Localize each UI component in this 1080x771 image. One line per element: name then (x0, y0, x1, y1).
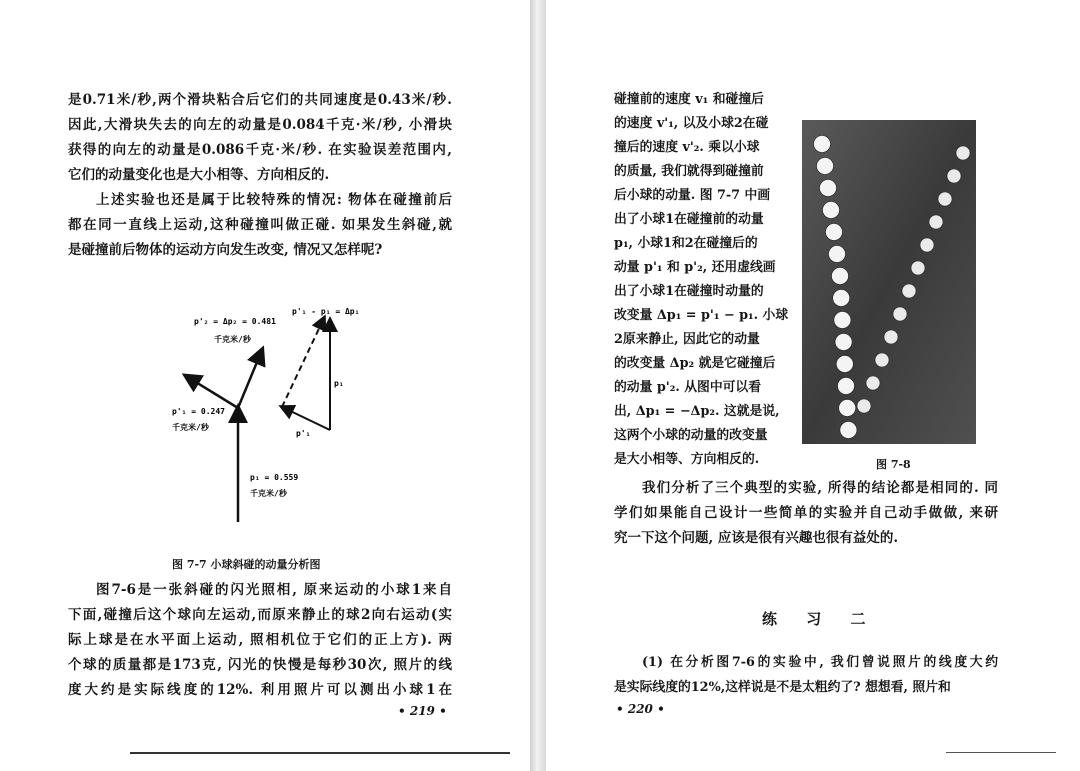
right-page (546, 0, 1080, 771)
text-line: 是碰撞前后物体的运动方向发生改变, 情况又怎样呢? (68, 242, 383, 258)
left-second-paragraph (68, 188, 452, 263)
text-line: 碰撞前的速度 v₁ 和碰撞后 (614, 92, 764, 107)
ball-2-exposure (929, 215, 943, 229)
flash-photo-image (802, 120, 976, 444)
page-bottom-rule-right (946, 752, 1056, 753)
text-line: 学们如果能自己设计一些简单的实验并自己动手做做, 来研 (614, 505, 998, 521)
right-wrap-paragraph (614, 88, 790, 472)
p2-prime-vector (238, 350, 262, 408)
ball-2-exposure (911, 261, 925, 275)
text-line: 都在同一直线上运动,这种碰撞叫做正碰. 如果发生斜碰,就 (68, 217, 452, 233)
text-line: 的质量, 我们就得到碰撞前 (614, 164, 764, 179)
right-conclusion-paragraph (614, 476, 998, 551)
label-p2-prime: p'₂ = Δp₂ = 0.481 (194, 317, 276, 326)
page-number-right: • 220 • (616, 702, 665, 716)
delta-p1-dashed-vector (282, 318, 324, 407)
ball-1-exposure (839, 400, 856, 417)
text-line: (1) 在分析图7-6的实验中, 我们曾说照片的线度大约 (642, 655, 998, 670)
text-line: 的动量 p'₂. 从图中可以看 (614, 380, 762, 395)
label-p1-side: p₁ (334, 379, 344, 388)
text-line: 的改变量 Δp₂ 就是它碰撞后 (614, 356, 776, 371)
text-line: 际上球是在水平面上运动, 照相机位于它们的正上方). 两 (68, 632, 452, 648)
ball-1-exposure (826, 224, 843, 241)
ball-1-exposure (829, 246, 846, 263)
ball-2-exposure (902, 284, 916, 298)
ball-1-exposure (835, 334, 852, 351)
exercise-heading: 练 习 二 (762, 610, 878, 628)
ball-2-exposure (956, 146, 970, 160)
label-p1-prime-small: p'₁ (296, 429, 311, 438)
ball-1-exposure (832, 268, 849, 285)
label-p1-prime-value: p'₁ = 0.247 (172, 407, 225, 416)
ball-1-exposure (823, 202, 840, 219)
p1-prime-vector (186, 376, 238, 408)
left-bottom-paragraph (68, 578, 452, 703)
ball-1-exposure (838, 378, 855, 395)
p1-prime-side-vector (282, 407, 330, 430)
page-bottom-rule (130, 752, 510, 754)
text-line: 的速度 v'₁, 以及小球2在碰 (614, 116, 769, 131)
text-line: 2原来静止, 因此它的动量 (614, 332, 760, 347)
text-line: 因此,大滑块失去的向左的动量是0.084千克·米/秒, 小滑块 (68, 117, 452, 133)
ball-2-exposure (947, 169, 961, 183)
text-line: 是大小相等、方向相反的. (614, 452, 760, 467)
text-line: 我们分析了三个典型的实验, 所得的结论都是相同的. 同 (642, 480, 998, 496)
ball-1-exposure (817, 158, 834, 175)
ball-1-exposure (840, 422, 857, 439)
text-line: 图7-6是一张斜碰的闪光照相, 原来运动的小球1来自 (96, 582, 452, 598)
text-line: 度大约是实际线度的12%. 利用照片可以测出小球1在 (68, 682, 452, 698)
label-p1-value: p₁ = 0.559 (250, 473, 299, 482)
ball-2-exposure (866, 376, 880, 390)
ball-1-exposure (833, 290, 850, 307)
ball-2-exposure (884, 330, 898, 344)
text-line: 动量 p'₁ 和 p'₂, 还用虚线画 (614, 260, 776, 275)
book-gutter (530, 0, 546, 771)
text-line: 究一下这个问题, 应该是很有兴趣也很有益处的. (614, 530, 899, 546)
label-p1-prime-unit: 千克米/秒 (172, 423, 209, 432)
text-line: 是0.71米/秒,两个滑块粘合后它们的共同速度是0.43米/秒. (68, 92, 452, 108)
text-line: 获得的向左的动量是0.086千克·米/秒. 在实验误差范围内, (68, 142, 452, 158)
ball-1-exposure (836, 356, 853, 373)
ball-2-exposure (938, 192, 952, 206)
text-line: 这两个小球的动量的改变量 (614, 428, 768, 443)
figure-caption-7-7: 图 7-7 小球斜碰的动量分析图 (172, 558, 321, 571)
ball-1-exposure (820, 180, 837, 197)
text-line: 撞后的速度 v'₂. 乘以小球 (614, 140, 760, 155)
text-line: 改变量 Δp₁ = p'₁ − p₁. 小球 (614, 308, 789, 323)
text-line: 出了小球1在碰撞前的动量 (614, 212, 764, 227)
exercise-item-1 (614, 650, 998, 700)
momentum-diagram (150, 290, 390, 530)
text-line: 出了小球1在碰撞时动量的 (614, 284, 764, 299)
figure-caption-7-8: 图 7-8 (876, 458, 911, 471)
ball-2-exposure (893, 307, 907, 321)
left-page (0, 0, 530, 771)
text-line: 上述实验也还是属于比较特殊的情况: 物体在碰撞前后 (96, 192, 452, 208)
ball-2-exposure (875, 353, 889, 367)
label-p1-unit: 千克米/秒 (250, 489, 287, 498)
text-line: 个球的质量都是173克, 闪光的快慢是每秒30次, 照片的线 (68, 657, 452, 673)
label-p2-prime-unit: 千克米/秒 (214, 335, 251, 344)
ball-1-exposure (814, 136, 831, 153)
text-line: 后小球的动量. 图 7-7 中画 (614, 188, 771, 203)
page-number-left: • 219 • (398, 704, 447, 718)
flash-photo (802, 120, 976, 444)
ball-1-exposure (834, 312, 851, 329)
label-p1-diff: p'₁ - p₁ = Δp₁ (292, 307, 360, 316)
text-line: p₁, 小球1和2在碰撞后的 (614, 236, 758, 251)
text-line: 是实际线度的12%,这样说是不是太粗约了? 想想看, 照片和 (614, 680, 951, 695)
text-line: 它们的动量变化也是大小相等、方向相反的. (68, 167, 330, 183)
text-line: 出, Δp₁ = −Δp₂. 这就是说, (614, 404, 780, 419)
ball-2-exposure (920, 238, 934, 252)
ball-2-exposure (857, 399, 871, 413)
left-top-paragraph (68, 88, 452, 188)
text-line: 下面,碰撞后这个球向左运动,而原来静止的球2向右运动(实 (68, 607, 452, 623)
